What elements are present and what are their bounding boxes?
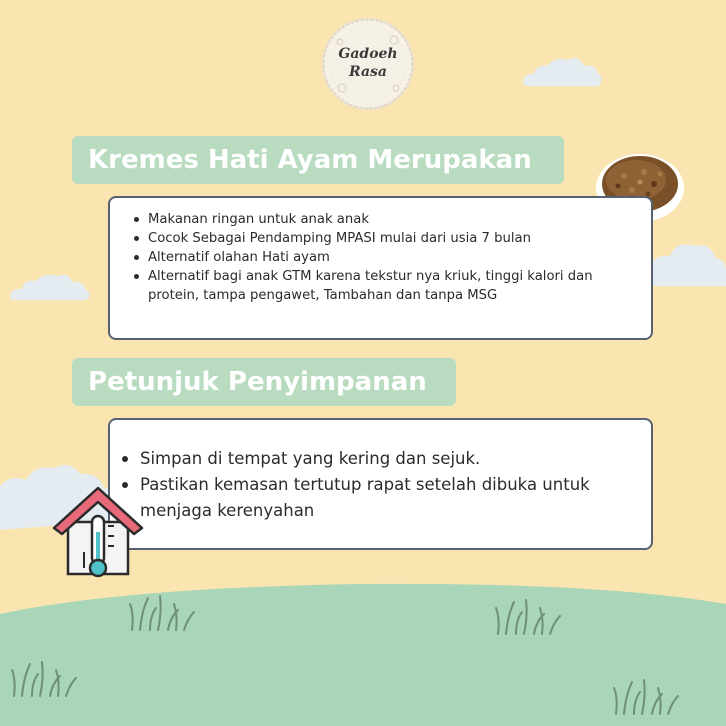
cloud-icon: [8, 270, 92, 306]
cloud-icon: [520, 54, 604, 92]
list-item: Cocok Sebagai Pendamping MPASI mulai dari usia 7 bulan: [148, 229, 628, 248]
list-item: Simpan di tempat yang kering dan sejuk.: [140, 446, 640, 472]
grass-icon: [612, 674, 682, 716]
grass-icon: [10, 656, 80, 698]
list-item: Pastikan kemasan tertutup rapat setelah dibuka untuk menjaga kerenyahan: [140, 472, 640, 524]
grass-icon: [128, 590, 198, 632]
storage-instructions-card: [108, 418, 653, 550]
grass-icon: [494, 594, 564, 636]
list-item: Alternatif olahan Hati ayam: [148, 248, 628, 267]
brand-logo: [322, 18, 414, 110]
list-item: Alternatif bagi anak GTM karena tekstur nya kriuk, tinggi kalori dan protein, tampa pengawet, Tambahan dan tanpa MSG: [148, 267, 628, 305]
list-item: Makanan ringan untuk anak anak: [148, 210, 628, 229]
section2-title: Petunjuk Penyimpanan: [72, 358, 456, 406]
brand-name-line2: Rasa: [349, 64, 387, 80]
product-feature-list: [148, 210, 628, 305]
product-description-card: [108, 196, 653, 340]
thermometer-house-icon: [48, 482, 148, 582]
section1-title: Kremes Hati Ayam Merupakan: [72, 136, 564, 184]
storage-instruction-list: [140, 446, 640, 524]
brand-name-line1: Gadoeh: [338, 46, 398, 62]
